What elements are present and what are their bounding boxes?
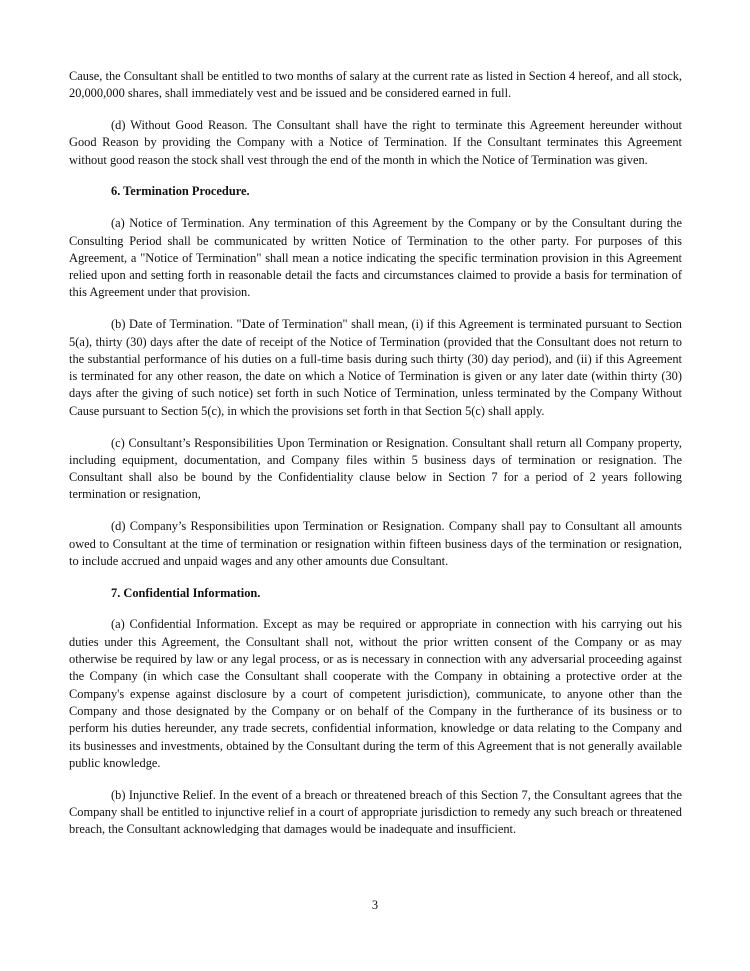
paragraph-date-of-termination: (b) Date of Termination. "Date of Termination" shall mean, (i) if this Agreement is terminated pursuant to Section 5(a), thirty (30) days after the date of receipt of the Notice of Termination (provided that the Consultant does not return to the substantial performance of his duties on a full-time basis during such thirty (30) day period), and (ii) if this Agreement is terminated for any other reason, the date on which a Notice of Termination is given or any later date (within thirty (30) days after the giving of such notice) set forth in such Notice of Termination, unless terminated by the Company Without Cause pursuant to Section 5(c), in which the provisions set forth in that Section 5(c) shall apply. <box>69 317 682 418</box>
paragraph-notice-of-termination: (a) Notice of Termination. Any termination of this Agreement by the Company or by the Consultant during the Consulting Period shall be communicated by written Notice of Termination to the other party. For purposes of this Agreement, a "Notice of Termination" shall mean a notice indicating the specific termination provision in this Agreement relied upon and setting forth in reasonable detail the facts and circumstances claimed to provide a basis for termination of this Agreement under that provision. <box>69 216 682 300</box>
paragraph-without-good-reason: (d) Without Good Reason. The Consultant shall have the right to terminate this Agreement hereunder without Good Reason by providing the Company with a Notice of Termination. If the Consultant terminates this Agreement without good reason the stock shall vest through the end of the month in which the Notice of Termination was given. <box>69 118 682 167</box>
section-heading-termination-procedure: 6. Termination Procedure. <box>111 184 250 199</box>
section-heading-confidential-information: 7. Confidential Information. <box>111 585 261 600</box>
paragraph-injunctive-relief: (b) Injunctive Relief. In the event of a breach or threatened breach of this Section 7, the Consultant agrees that the Company shall be entitled to injunctive relief in a court of appropriate jurisdiction to remedy any such breach or threatened breach, the Consultant acknowledging that damages would be inadequate and insufficient. <box>69 787 682 837</box>
paragraph-cause-continuation: Cause, the Consultant shall be entitled to two months of salary at the current rate as listed in Section 4 hereof, and all stock, 20,000,000 shares, shall immediately vest and be issued and be considered earned in full. <box>69 69 682 101</box>
page-number: 3 <box>371 898 379 912</box>
paragraph-consultant-responsibilities: (c) Consultant’s Responsibilities Upon Termination or Resignation. Consultant shall return all Company property, including equipment, documentation, and Company files within 5 business days of termination or resignation. The Consultant shall also be bound by the Confidentiality clause below in Section 7 for a period of 2 years following termination or resignation, <box>69 435 682 502</box>
document-page <box>69 68 682 838</box>
paragraph-company-responsibilities: (d) Company’s Responsibilities upon Termination or Resignation. Company shall pay to Consultant all amounts owed to Consultant at the time of termination or resignation within fifteen business days of the termination or resignation, to include accrued and unpaid wages and any other amounts due Consultant. <box>69 519 682 568</box>
paragraph-confidential-information: (a) Confidential Information. Except as may be required or appropriate in connection with his carrying out his duties under this Agreement, the Consultant shall not, without the prior written consent of the Company or as may otherwise be required by law or any legal process, or as is necessary in connection with any adversarial proceeding against the Company (in which case the Consultant shall cooperate with the Company in obtaining a protective order at the Company's expense against disclosure by a court of competent jurisdiction), communicate, to anyone other than the Company and those designated by the Company or on behalf of the Company in the furtherance of its business or to perform his duties hereunder, any trade secrets, confidential information, knowledge or data relating to the Company and its businesses and investments, obtained by the Consultant during the term of this Agreement that is not generally available public knowledge. <box>69 617 682 770</box>
